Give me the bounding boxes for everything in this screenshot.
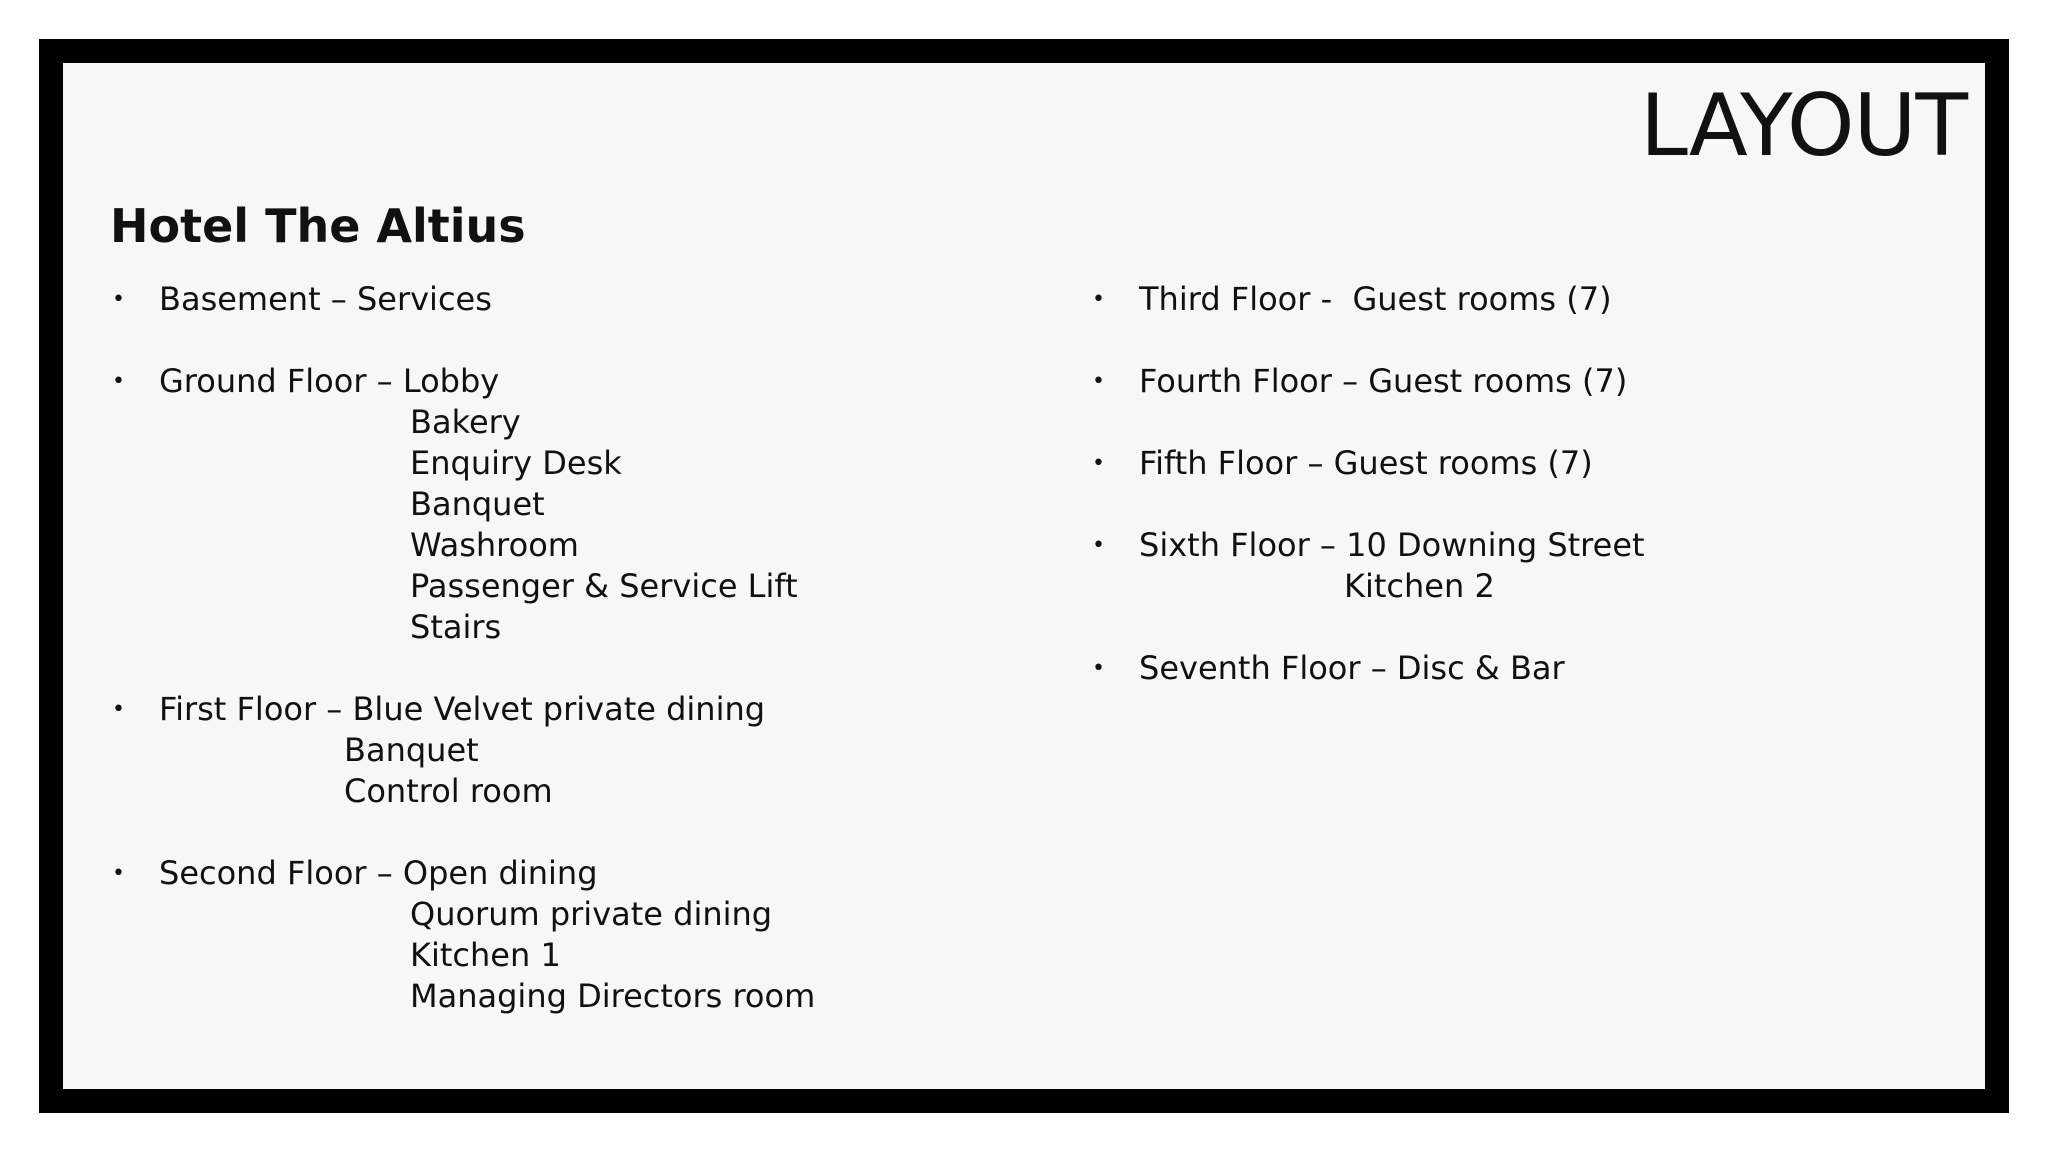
- bullet-icon: •: [112, 861, 125, 886]
- floor-first: [110, 689, 815, 812]
- bullet-icon: •: [112, 369, 125, 394]
- slide: [63, 63, 1985, 1089]
- floor-second: [110, 853, 815, 1017]
- floor-ground-rooms: [159, 402, 815, 648]
- floor-first-rooms: [159, 730, 815, 812]
- floor-heading: First Floor – Blue Velvet private dining: [159, 690, 766, 728]
- room-item: Quorum private dining: [410, 895, 773, 933]
- room-item: Kitchen 1: [410, 936, 561, 974]
- room-item: Enquiry Desk: [410, 444, 622, 482]
- floor-second-rooms: [159, 894, 815, 1017]
- floor-heading: Sixth Floor – 10 Downing Street: [1139, 526, 1645, 564]
- floor-sixth: [1090, 525, 1645, 607]
- floor-heading: Second Floor – Open dining: [159, 854, 598, 892]
- floor-seventh: [1090, 648, 1645, 689]
- floor-heading: Fifth Floor – Guest rooms (7): [1139, 444, 1593, 482]
- floor-heading: Ground Floor – Lobby: [159, 362, 500, 400]
- room-item: Banquet: [344, 731, 479, 769]
- floor-heading: Third Floor - Guest rooms (7): [1139, 280, 1612, 318]
- bullet-icon: •: [112, 287, 125, 312]
- bullet-icon: •: [1092, 369, 1105, 394]
- bullet-icon: •: [1092, 533, 1105, 558]
- floor-heading: Basement – Services: [159, 280, 492, 318]
- room-item: Stairs: [410, 608, 502, 646]
- slide-title: LAYOUT: [1639, 76, 1967, 176]
- room-item: Kitchen 2: [1344, 567, 1495, 605]
- bullet-icon: •: [112, 697, 125, 722]
- room-item: Passenger & Service Lift: [410, 567, 798, 605]
- room-item: Banquet: [410, 485, 545, 523]
- floor-third: [1090, 279, 1645, 320]
- left-floor-list: [110, 279, 815, 1017]
- floor-fifth: [1090, 443, 1645, 484]
- room-item: Control room: [344, 772, 553, 810]
- bullet-icon: •: [1092, 287, 1105, 312]
- bullet-icon: •: [1092, 451, 1105, 476]
- right-floor-list: [1090, 279, 1645, 689]
- floor-basement: [110, 279, 815, 320]
- floor-sixth-rooms: [1139, 566, 1645, 607]
- floor-fourth: [1090, 361, 1645, 402]
- bullet-icon: •: [1092, 656, 1105, 681]
- room-item: Washroom: [410, 526, 579, 564]
- floor-ground: [110, 361, 815, 648]
- hotel-name: Hotel The Altius: [110, 199, 526, 253]
- room-item: Bakery: [410, 403, 521, 441]
- floor-heading: Seventh Floor – Disc & Bar: [1139, 649, 1565, 687]
- room-item: Managing Directors room: [410, 977, 816, 1015]
- floor-heading: Fourth Floor – Guest rooms (7): [1139, 362, 1628, 400]
